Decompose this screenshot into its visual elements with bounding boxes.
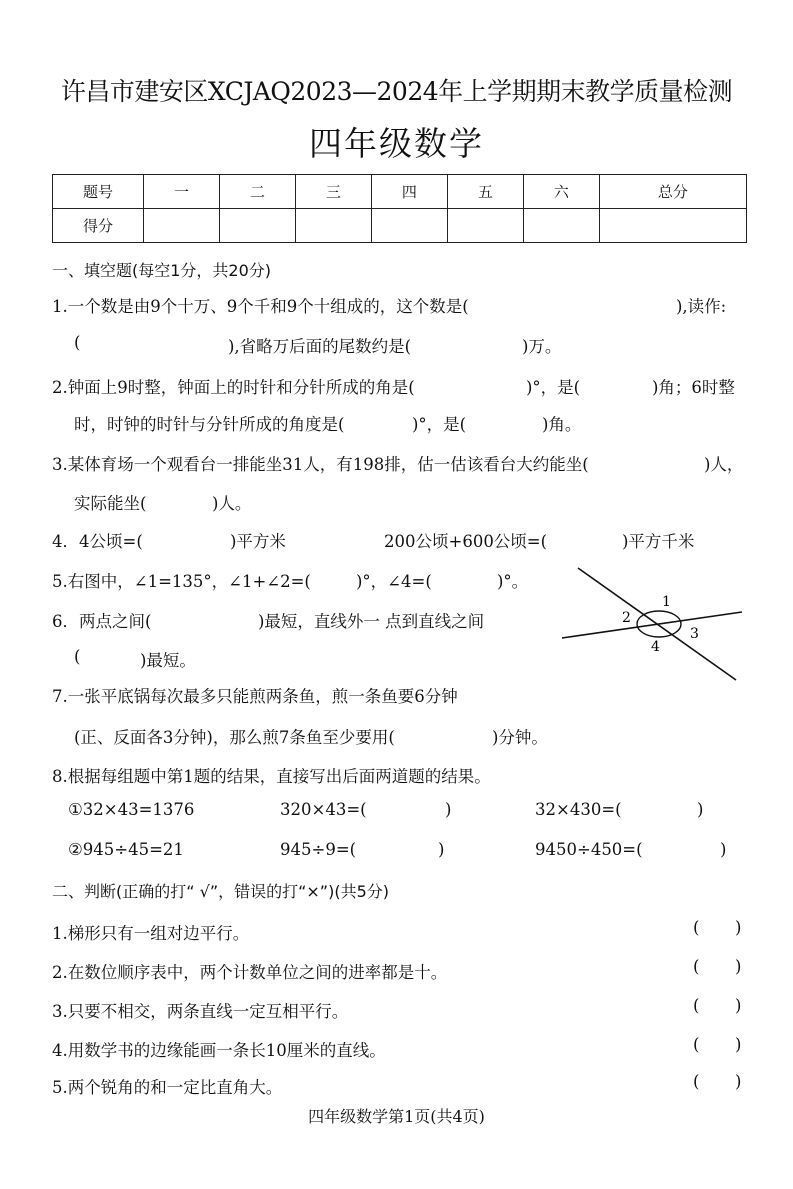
score-cell: 一 — [144, 175, 220, 209]
question-2-text: )°，是( — [526, 378, 581, 397]
answer-paren-open[interactable]: ( — [693, 957, 700, 976]
score-input-cell[interactable] — [599, 209, 746, 243]
question-1-text: 1.一个数是由9个十万、9个千和9个十组成的，这个数是( — [52, 297, 469, 316]
score-cell: 二 — [219, 175, 295, 209]
score-cell: 六 — [523, 175, 599, 209]
question-1-text: ( — [74, 333, 81, 352]
angle-label-3: 3 — [690, 626, 699, 642]
answer-paren-close: ) — [735, 918, 742, 937]
question-8-blank: ) — [438, 840, 445, 859]
exam-title: 许昌市建安区XCJAQ2023—2024年上学期期末教学质量检测 — [60, 77, 733, 106]
question-1-text: )万。 — [522, 337, 562, 356]
judge-item-3: 3.只要不相交，两条直线一定互相平行。 — [52, 1002, 349, 1021]
answer-paren-open[interactable]: ( — [693, 1035, 700, 1054]
angle-figure — [558, 560, 748, 685]
question-8-blank: ) — [445, 800, 452, 819]
question-4-text: 200公顷+600公顷=( — [384, 532, 548, 551]
angle-label-1: 1 — [662, 594, 671, 610]
answer-paren-open[interactable]: ( — [693, 918, 700, 937]
question-3-text: 3.某体育场一个观看台一排能坐31人，有198排，估一估该看台大约能坐( — [52, 455, 589, 474]
score-cell: 题号 — [53, 175, 144, 209]
answer-paren-close: ) — [735, 1035, 742, 1054]
score-cell: 五 — [447, 175, 523, 209]
answer-paren-open[interactable]: ( — [693, 996, 700, 1015]
question-3-text: )人， — [704, 455, 744, 474]
question-8-blank: 32×430=( — [535, 800, 622, 819]
figure-line-2 — [562, 612, 742, 638]
answer-paren-close: ) — [735, 957, 742, 976]
question-2-text: )角。 — [542, 415, 582, 434]
score-input-cell[interactable] — [371, 209, 447, 243]
score-input-cell[interactable] — [295, 209, 371, 243]
section1-heading: 一、填空题(每空1分，共20分) — [52, 261, 272, 280]
angle-label-4: 4 — [651, 639, 660, 655]
question-7-text: (正、反面各3分钟)，那么煎7条鱼至少要用( — [74, 728, 395, 747]
score-input-cell[interactable] — [144, 209, 220, 243]
score-input-cell[interactable] — [219, 209, 295, 243]
question-5-text: )°。 — [497, 572, 529, 591]
question-4-text: 4．4公顷=( — [52, 532, 143, 551]
judge-item-4: 4.用数学书的边缘能画一条长10厘米的直线。 — [52, 1041, 386, 1060]
question-8-blank: 9450÷450=( — [535, 840, 643, 859]
question-7-text: 7.一张平底锅每次最多只能煎两条鱼，煎一条鱼要6分钟 — [52, 687, 458, 706]
exam-subject: 四年级数学 — [309, 124, 484, 163]
question-8-blank: 945÷9=( — [280, 840, 357, 859]
score-table — [52, 174, 747, 243]
score-cell: 三 — [295, 175, 371, 209]
angle-label-2: 2 — [622, 610, 631, 626]
answer-paren-open[interactable]: ( — [693, 1072, 700, 1091]
question-5-text: 5.右图中，∠1=135°，∠1+∠2=( — [52, 572, 311, 591]
page-footer: 四年级数学第1页(共4页) — [308, 1107, 485, 1126]
question-8-given: ①32×43=1376 — [68, 800, 195, 819]
question-8-blank: 320×43=( — [280, 800, 367, 819]
question-8-text: 8.根据每组题中第1题的结果，直接写出后面两道题的结果。 — [52, 767, 491, 786]
question-8-blank: ) — [697, 800, 704, 819]
question-3-text: )人。 — [212, 494, 252, 513]
question-6-text: 6．两点之间( — [52, 612, 152, 631]
judge-item-5: 5.两个锐角的和一定比直角大。 — [52, 1078, 283, 1097]
question-6-text: ( — [74, 647, 81, 666]
question-5-text: )°，∠4=( — [356, 572, 432, 591]
judge-item-1: 1.梯形只有一组对边平行。 — [52, 924, 250, 943]
question-6-text: )最短，直线外一 点到直线之间 — [258, 612, 485, 631]
question-4-text: )平方千米 — [622, 532, 695, 551]
score-cell: 四 — [371, 175, 447, 209]
question-2-text: 2.钟面上9时整，钟面上的时针和分针所成的角是( — [52, 378, 415, 397]
answer-paren-close: ) — [735, 996, 742, 1015]
question-2-text: 时，时钟的时针与分针所成的角度是( — [74, 415, 345, 434]
score-input-cell[interactable] — [447, 209, 523, 243]
question-8-blank: ) — [720, 840, 727, 859]
question-2-text: )°，是( — [412, 415, 467, 434]
question-6-text: )最短。 — [140, 651, 196, 670]
answer-paren-close: ) — [735, 1072, 742, 1091]
question-3-text: 实际能坐( — [74, 494, 147, 513]
question-1-text: ),读作: — [676, 297, 727, 316]
question-8-given: ②945÷45=21 — [68, 840, 184, 859]
score-cell: 总分 — [599, 175, 746, 209]
question-7-text: )分钟。 — [492, 728, 548, 747]
section2-heading: 二、判断(正确的打“ √”，错误的打“×”)(共5分) — [52, 882, 389, 901]
score-input-cell[interactable] — [523, 209, 599, 243]
score-table-header-row — [53, 175, 747, 209]
question-1-text: ),省略万后面的尾数约是( — [228, 337, 412, 356]
score-table-score-row — [53, 209, 747, 243]
question-2-text: )角；6时整 — [652, 378, 735, 397]
score-cell: 得分 — [53, 209, 144, 243]
judge-item-2: 2.在数位顺序表中，两个计数单位之间的进率都是十。 — [52, 963, 448, 982]
question-4-text: )平方米 — [230, 532, 286, 551]
